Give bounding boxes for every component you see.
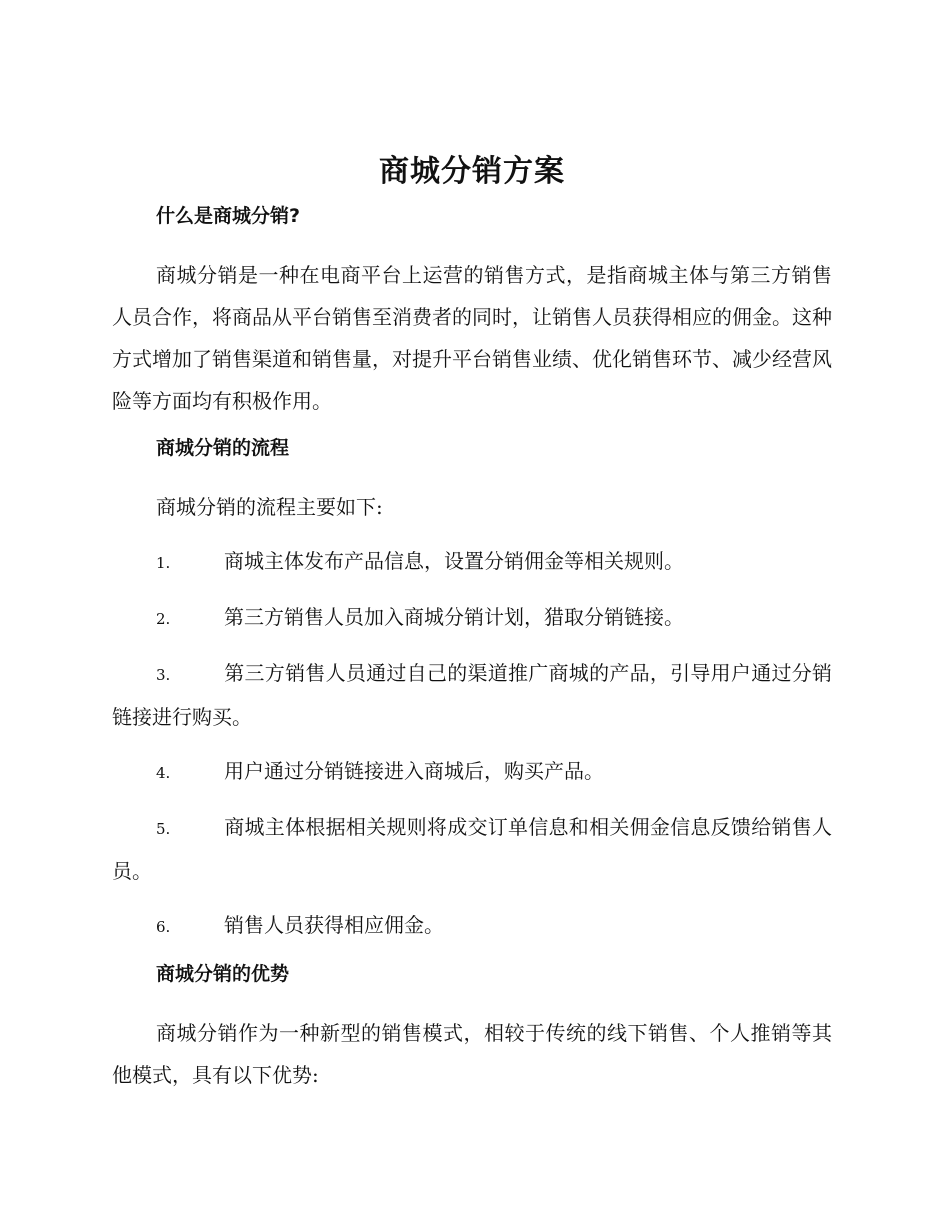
section-what-is bbox=[112, 202, 832, 422]
list-number: 2. bbox=[156, 610, 171, 628]
paragraph: 商城分销是一种在电商平台上运营的销售方式，是指商城主体与第三方销售人员合作，将商品从平台销售至消费者的同时，让销售人员获得相应的佣金。这种方式增加了销售渠道和销售量，对提升平台销售业绩、优化销售环节、减少经营风险等方面均有积极作用。 bbox=[112, 263, 832, 413]
section-heading: 什么是商城分销? bbox=[156, 205, 301, 227]
list-number: 6. bbox=[156, 918, 171, 936]
section-heading: 商城分销的优势 bbox=[156, 963, 290, 985]
list-text: 用户通过分销链接进入商城后，购买产品。 bbox=[224, 759, 604, 783]
list-text: 商城主体根据相关规则将成交订单信息和相关佣金信息反馈给销售人员。 bbox=[112, 815, 832, 883]
list-item bbox=[112, 750, 832, 794]
list-number: 3. bbox=[156, 666, 171, 684]
list-item bbox=[112, 596, 832, 640]
paragraph: 商城分销作为一种新型的销售模式，相较于传统的线下销售、个人推销等其他模式，具有以下优势: bbox=[112, 1021, 832, 1087]
list-number: 4. bbox=[156, 764, 171, 782]
document-title: 商城分销方案 bbox=[379, 154, 565, 189]
list-item bbox=[112, 652, 832, 738]
list-text: 销售人员获得相应佣金。 bbox=[224, 913, 444, 937]
list-text: 第三方销售人员加入商城分销计划，猎取分销链接。 bbox=[224, 605, 684, 629]
list-text: 商城主体发布产品信息，设置分销佣金等相关规则。 bbox=[224, 549, 684, 573]
list-item bbox=[112, 540, 832, 584]
list-item bbox=[112, 904, 832, 948]
list-number: 1. bbox=[156, 554, 171, 572]
document-page bbox=[112, 150, 832, 1108]
section-advantages bbox=[112, 960, 832, 1096]
list-item bbox=[112, 806, 832, 892]
section-heading: 商城分销的流程 bbox=[156, 437, 290, 459]
section-process bbox=[112, 434, 832, 948]
list-number: 5. bbox=[156, 820, 171, 838]
paragraph: 商城分销的流程主要如下: bbox=[156, 495, 383, 519]
list-text: 第三方销售人员通过自己的渠道推广商城的产品，引导用户通过分销链接进行购买。 bbox=[112, 661, 832, 729]
